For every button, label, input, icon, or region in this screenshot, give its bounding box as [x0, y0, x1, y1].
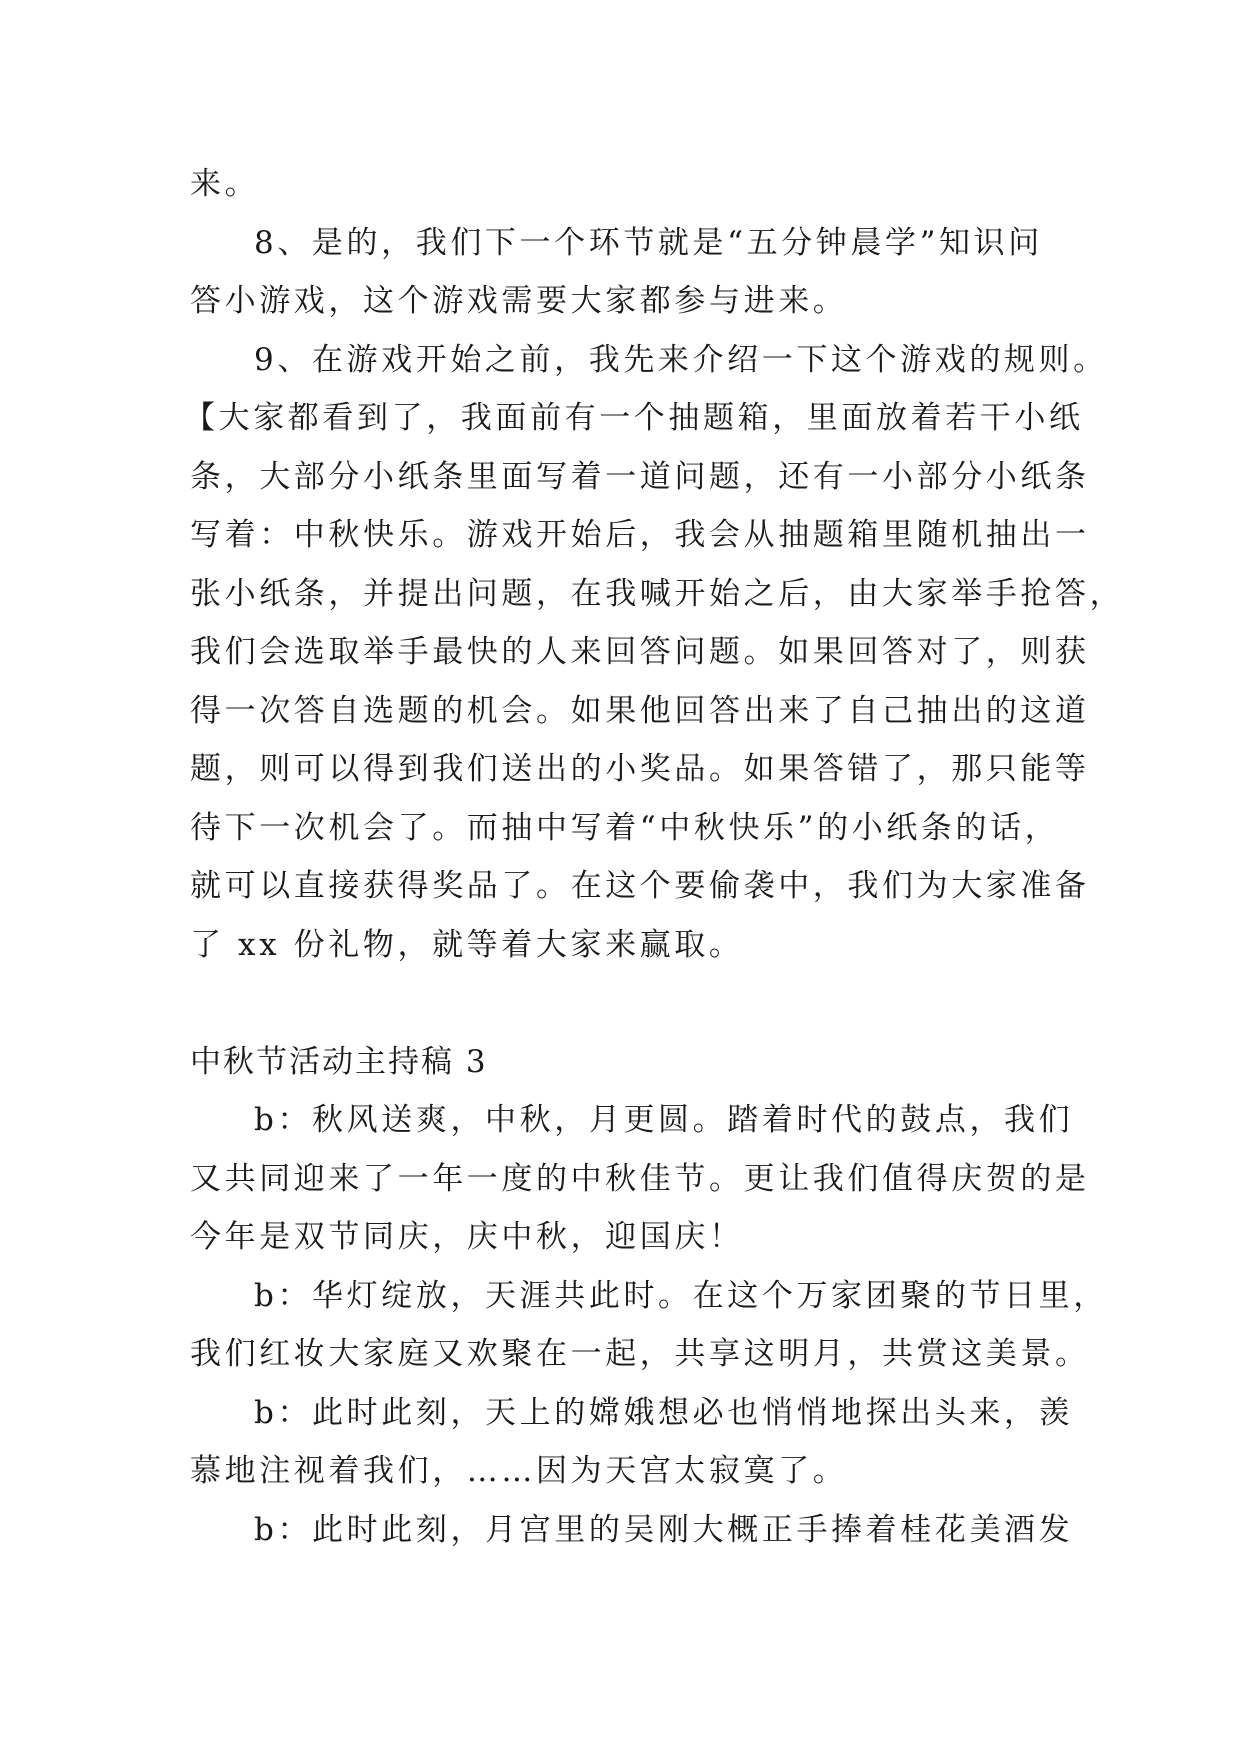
paragraph-line: b：华灯绽放，天涯共此时。在这个万家团聚的节日里， [254, 1277, 1108, 1314]
paragraph-line: 待下一次机会了。而抽中写着“中秋快乐”的小纸条的话， [190, 809, 1060, 846]
paragraph-line: 来。 [190, 166, 260, 202]
paragraph-line: 条，大部分小纸条里面写着一道问题，还有一小部分小纸条 [190, 458, 1090, 495]
paragraph-line: 今年是双节同庆，庆中秋，迎国庆！ [190, 1219, 744, 1255]
section-title: 中秋节活动主持稿 3 [190, 1043, 488, 1080]
paragraph-line: 写着：中秋快乐。游戏开始后，我会从抽题箱里随机抽出一 [190, 517, 1090, 553]
paragraph-line: 了 xx 份礼物，就等着大家来赢取。 [190, 926, 744, 963]
paragraph-line: 答小游戏，这个游戏需要大家都参与进来。 [190, 283, 848, 319]
paragraph-line: 就可以直接获得奖品了。在这个要偷袭中，我们为大家准备 [190, 868, 1090, 904]
paragraph-line: 我们红妆大家庭又欢聚在一起，共享这明月，共赏这美景。 [190, 1336, 1090, 1372]
paragraph-line: 张小纸条，并提出问题，在我喊开始之后，由大家举手抢答， [190, 575, 1125, 612]
paragraph-line: 9、在游戏开始之前，我先来介绍一下这个游戏的规则。 [254, 341, 1108, 378]
paragraph-line: 又共同迎来了一年一度的中秋佳节。更让我们值得庆贺的是 [190, 1160, 1090, 1197]
paragraph-line: b：此时此刻，月宫里的吴刚大概正手捧着桂花美酒发 [254, 1511, 1074, 1548]
paragraph-line: 题，则可以得到我们送出的小奖品。如果答错了，那只能等 [190, 751, 1090, 787]
paragraph-line: 8、是的，我们下一个环节就是“五分钟晨学”知识问 [254, 224, 1043, 261]
paragraph-line: b：秋风送爽，中秋，月更圆。踏着时代的鼓点，我们 [254, 1102, 1074, 1138]
paragraph-line: 【大家都看到了，我面前有一个抽题箱，里面放着若干小纸 [184, 400, 1084, 436]
paragraph-spacer [190, 974, 1090, 1033]
paragraph-line: b：此时此刻，天上的嫦娥想必也悄悄地探出头来，羡 [254, 1394, 1074, 1431]
paragraph-line: 慕地注视着我们，……因为天宫太寂寞了。 [190, 1453, 848, 1489]
paragraph-line: 得一次答自选题的机会。如果他回答出来了自己抽出的这道 [190, 692, 1090, 729]
paragraph-line: 我们会选取举手最快的人来回答问题。如果回答对了，则获 [190, 634, 1090, 670]
document-body [184, 155, 1125, 1559]
